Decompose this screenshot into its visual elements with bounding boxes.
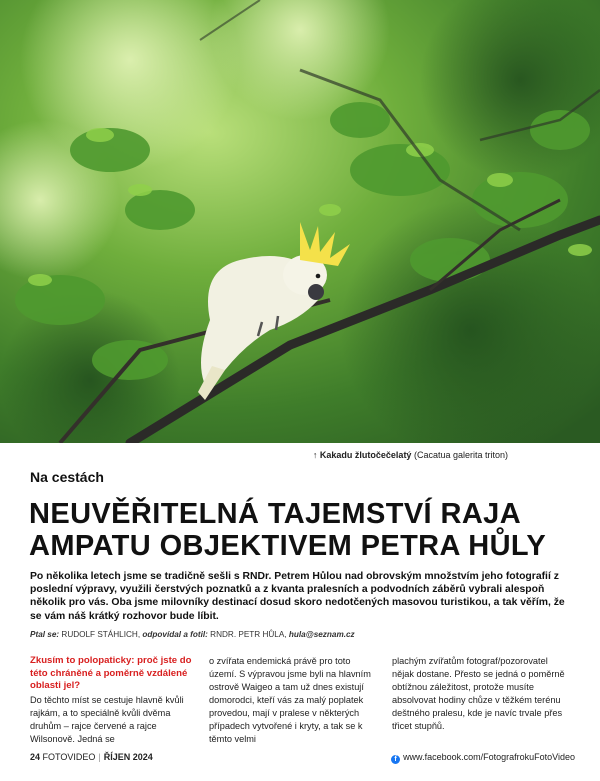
- footer-left: [30, 752, 153, 762]
- facebook-icon: f: [391, 755, 400, 764]
- caption-latin-name: (Cacatua galerita triton): [411, 450, 508, 460]
- article-lead: Po několika letech jsme se tradičně sešli s RNDr. Petrem Hůlou nad obrovským množstvím jeho fotografií z poslední výpravy, využili čerstvých poznatků a z kvanta pralesních a podvodních záběrů vybrali alespoň několik pro vás. Oba jsme milovníky destinací dosud skoro nedotčených masovou turistikou, a tak věřím, že se vám náš krátký rozhovor bude líbit.: [30, 571, 565, 622]
- credits-interviewer: RUDOLF STÁHLICH,: [59, 630, 143, 639]
- caption-species-name: Kakadu žlutočečelatý: [319, 450, 412, 460]
- page-number: 24: [30, 752, 41, 762]
- column-3-text: plachým zvířatům fotograf/pozorovatel nějak dostane. Přesto se jedná o poměrně obtížnou záležitost, protože musíte absolvovat hodiny chůze v těžkém terénu deštného pralesu, kde je navíc trvale přes třicet stupňů.: [392, 656, 565, 731]
- issue-date: ŘÍJEN 2024: [103, 752, 153, 762]
- title-line-1: NEUVĚŘITELNÁ TAJEMSTVÍ RAJA: [29, 498, 522, 530]
- page-footer: [30, 752, 575, 764]
- text-column-2: [209, 655, 377, 746]
- footer-separator: |: [98, 752, 101, 762]
- credits-photographer-label: odpovídal a fotil:: [142, 630, 208, 639]
- interview-question: Zkusím to polopaticky: proč jste do této chráněné a poměrně vzdálené oblasti jel?: [30, 655, 192, 692]
- article-title: [29, 498, 574, 562]
- title-line-2: AMPATU OBJEKTIVEM PETRA HŮLY: [29, 530, 547, 562]
- photo-caption: [313, 450, 508, 460]
- text-column-3: [392, 655, 572, 733]
- section-label: Na cestách: [30, 469, 104, 485]
- text-column-1: [30, 655, 202, 746]
- credits-interviewer-label: Ptal se:: [30, 630, 60, 639]
- magazine-name: FOTOVIDEO: [42, 752, 96, 762]
- column-1-text: Do těchto míst se cestuje hlavně kvůli rajkám, a to speciálně kvůli dvěma druhům – rajce červené a rajce Wilsonově. Jedná se: [30, 694, 184, 744]
- column-2-text: o zvířata endemická právě pro toto území. S výpravou jsme byli na hlavním ostrově Waigeo a tam už dnes existují domorodci, kteří vás za malý poplatek provedou, mají v pralese v některých případech vytvořené i kryty, a tak se k těmto velmi: [209, 656, 371, 744]
- facebook-url[interactable]: www.facebook.com/FotografrokuFotoVideo: [403, 752, 575, 762]
- caption-arrow-icon: ↑: [312, 450, 318, 460]
- credits-photographer: RNDR. PETR HŮLA,: [207, 630, 289, 639]
- footer-right: [391, 752, 575, 764]
- article-credits: [30, 630, 355, 639]
- credits-email-link[interactable]: hula@seznam.cz: [288, 630, 355, 639]
